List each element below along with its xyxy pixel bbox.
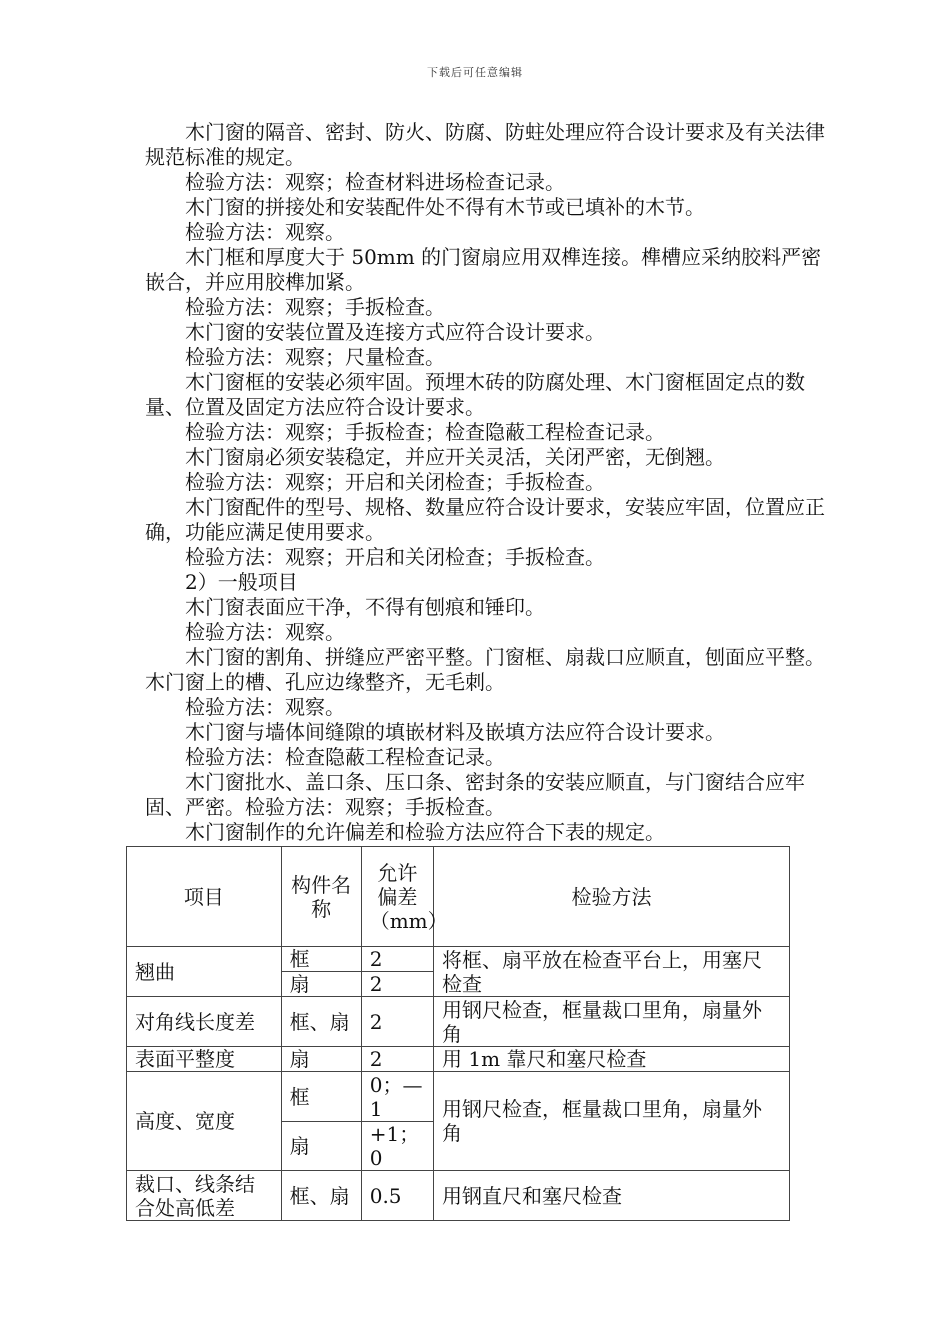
cell-method: 用 1m 靠尺和塞尺检查 <box>434 1047 790 1072</box>
header-item: 项目 <box>127 847 282 947</box>
cell-tolerance: 2 <box>361 997 433 1047</box>
paragraph: 检验方法：观察。 <box>185 620 345 644</box>
paragraph: 木门窗的拼接处和安装配件处不得有木节或已填补的木节。 <box>185 195 705 219</box>
paragraph: 木门窗的隔音、密封、防火、防腐、防蛀处理应符合设计要求及有关法律规范标准的规定。 <box>145 120 825 169</box>
cell-method: 用钢尺检查，框量裁口里角，扇量外角 <box>434 1072 790 1171</box>
cell-method: 将框、扇平放在检查平台上，用塞尺检查 <box>434 947 790 997</box>
cell-item: 高度、宽度 <box>127 1072 282 1171</box>
paragraph: 检验方法：观察；检查材料进场检查记录。 <box>185 170 565 194</box>
cell-tolerance: 2 <box>361 972 433 997</box>
paragraph: 检验方法：观察；开启和关闭检查；手扳检查。 <box>185 470 605 494</box>
page-header: 下载后可任意编辑 <box>427 66 523 79</box>
paragraph: 木门窗表面应干净，不得有刨痕和锤印。 <box>185 595 545 619</box>
cell-component: 扇 <box>281 1122 361 1171</box>
header-tolerance: 允许偏差（mm） <box>361 847 433 947</box>
paragraph: 检验方法：观察。 <box>185 220 345 244</box>
cell-component: 扇 <box>281 972 361 997</box>
paragraph: 木门窗扇必须安装稳定，并应开关灵活，关闭严密，无倒翘。 <box>185 445 725 469</box>
table-row <box>127 997 790 1047</box>
paragraph: 木门窗的安装位置及连接方式应符合设计要求。 <box>185 320 605 344</box>
cell-tolerance: 0；—1 <box>361 1072 433 1122</box>
table-row <box>127 1047 790 1072</box>
cell-method: 用钢尺检查，框量裁口里角，扇量外角 <box>434 997 790 1047</box>
cell-method: 用钢直尺和塞尺检查 <box>434 1171 790 1221</box>
paragraph: 检验方法：观察；开启和关闭检查；手扳检查。 <box>185 545 605 569</box>
tolerance-table <box>126 846 790 1221</box>
cell-item: 对角线长度差 <box>127 997 282 1047</box>
cell-item: 翘曲 <box>127 947 282 997</box>
paragraph: 检验方法：观察；手扳检查。 <box>185 295 445 319</box>
header-component: 构件名称 <box>281 847 361 947</box>
table-row <box>127 1171 790 1221</box>
cell-item: 表面平整度 <box>127 1047 282 1072</box>
paragraph: 木门窗制作的允许偏差和检验方法应符合下表的规定。 <box>185 820 665 844</box>
cell-component: 扇 <box>281 1047 361 1072</box>
table-header-row <box>127 847 790 947</box>
paragraph: 木门窗批水、盖口条、压口条、密封条的安装应顺直，与门窗结合应牢固、严密。检验方法：观察；手扳检查。 <box>145 770 805 819</box>
cell-tolerance: 2 <box>361 947 433 972</box>
cell-component: 框 <box>281 947 361 972</box>
cell-component: 框 <box>281 1072 361 1122</box>
cell-component: 框、扇 <box>281 1171 361 1221</box>
paragraph: 检验方法：检查隐蔽工程检查记录。 <box>185 745 505 769</box>
cell-component: 框、扇 <box>281 997 361 1047</box>
paragraph: 木门窗与墙体间缝隙的填嵌材料及嵌填方法应符合设计要求。 <box>185 720 725 744</box>
paragraph: 木门窗的割角、拼缝应严密平整。门窗框、扇裁口应顺直，刨面应平整。木门窗上的槽、孔应边缘整齐，无毛刺。 <box>145 645 825 694</box>
paragraph: 木门窗框的安装必须牢固。预埋木砖的防腐处理、木门窗框固定点的数量、位置及固定方法应符合设计要求。 <box>145 370 805 419</box>
paragraph: 木门窗配件的型号、规格、数量应符合设计要求，安装应牢固，位置应正确，功能应满足使用要求。 <box>145 495 825 544</box>
cell-tolerance: 2 <box>361 1047 433 1072</box>
paragraph: 木门框和厚度大于 50mm 的门窗扇应用双榫连接。榫槽应采纳胶料严密嵌合，并应用胶榫加紧。 <box>145 245 822 294</box>
header-method: 检验方法 <box>434 847 790 947</box>
paragraph: 检验方法：观察。 <box>185 695 345 719</box>
cell-tolerance: 0.5 <box>361 1171 433 1221</box>
table-row <box>127 947 790 972</box>
paragraph: 检验方法：观察；尺量检查。 <box>185 345 445 369</box>
table-row <box>127 1072 790 1122</box>
section-heading: 2）一般项目 <box>185 570 298 594</box>
cell-item: 裁口、线条结合处高低差 <box>127 1171 282 1221</box>
document-body <box>145 120 825 845</box>
paragraph: 检验方法：观察；手扳检查；检查隐蔽工程检查记录。 <box>185 420 665 444</box>
cell-tolerance: +1；0 <box>361 1122 433 1171</box>
